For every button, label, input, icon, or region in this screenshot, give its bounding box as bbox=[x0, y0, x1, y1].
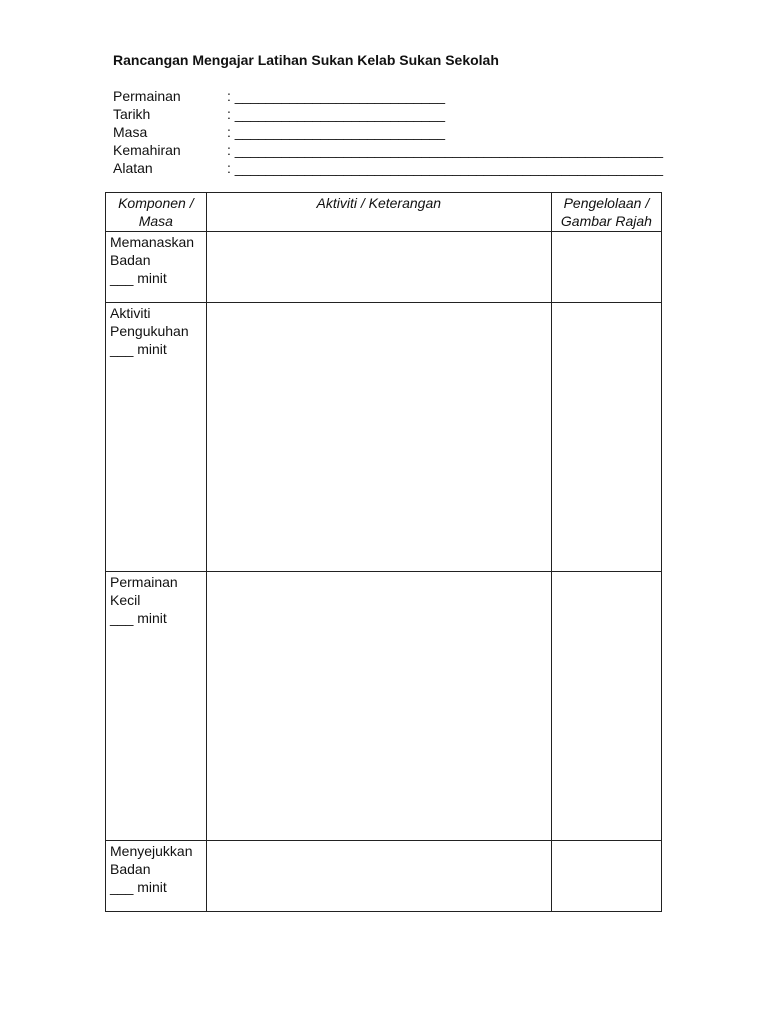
diagram-cell[interactable] bbox=[551, 841, 661, 912]
table-row bbox=[106, 572, 662, 841]
field-masa bbox=[113, 123, 663, 141]
lesson-plan-table bbox=[105, 192, 662, 912]
header-line: Masa bbox=[138, 213, 173, 229]
field-label: Kemahiran bbox=[113, 142, 181, 158]
component-name: Badan bbox=[110, 252, 151, 268]
component-name: Aktiviti bbox=[110, 305, 151, 321]
table-row bbox=[106, 841, 662, 912]
field-blank[interactable]: : ___________________________ bbox=[227, 88, 446, 104]
table-row bbox=[106, 303, 662, 572]
activity-cell[interactable] bbox=[206, 841, 551, 912]
activity-cell[interactable] bbox=[206, 572, 551, 841]
field-tarikh bbox=[113, 105, 663, 123]
field-label: Tarikh bbox=[113, 106, 151, 122]
header-aktiviti-keterangan bbox=[206, 193, 551, 232]
table-header-row bbox=[106, 193, 662, 232]
component-duration[interactable]: ___ minit bbox=[110, 270, 167, 286]
component-duration[interactable]: ___ minit bbox=[110, 341, 167, 357]
component-name: Pengukuhan bbox=[110, 323, 189, 339]
field-label: Permainan bbox=[113, 88, 181, 104]
header-fields bbox=[113, 87, 663, 177]
field-alatan bbox=[113, 159, 663, 177]
page-title: Rancangan Mengajar Latihan Sukan Kelab Sukan Sekolah bbox=[113, 52, 499, 68]
component-name: Permainan bbox=[110, 574, 178, 590]
field-kemahiran bbox=[113, 141, 663, 159]
component-name: Kecil bbox=[110, 592, 141, 608]
field-blank[interactable]: : _______________________________________________________ bbox=[227, 142, 664, 158]
field-blank[interactable]: : ___________________________ bbox=[227, 106, 446, 122]
component-cell bbox=[106, 303, 207, 572]
table-row bbox=[106, 232, 662, 303]
field-blank[interactable]: : _______________________________________________________ bbox=[227, 160, 664, 176]
activity-cell[interactable] bbox=[206, 232, 551, 303]
field-permainan bbox=[113, 87, 663, 105]
header-line: Pengelolaan / bbox=[563, 195, 650, 211]
header-line: Aktiviti / Keterangan bbox=[316, 195, 442, 211]
component-cell bbox=[106, 232, 207, 303]
diagram-cell[interactable] bbox=[551, 303, 661, 572]
component-name: Memanaskan bbox=[110, 234, 195, 250]
header-line: Komponen / bbox=[118, 195, 194, 211]
header-line: Gambar Rajah bbox=[560, 213, 652, 229]
field-blank[interactable]: : ___________________________ bbox=[227, 124, 446, 140]
header-pengelolaan bbox=[551, 193, 661, 232]
diagram-cell[interactable] bbox=[551, 232, 661, 303]
activity-cell[interactable] bbox=[206, 303, 551, 572]
header-komponen-masa bbox=[106, 193, 207, 232]
component-name: Badan bbox=[110, 861, 151, 877]
component-duration[interactable]: ___ minit bbox=[110, 610, 167, 626]
component-cell bbox=[106, 572, 207, 841]
component-cell bbox=[106, 841, 207, 912]
diagram-cell[interactable] bbox=[551, 572, 661, 841]
component-duration[interactable]: ___ minit bbox=[110, 879, 167, 895]
field-label: Masa bbox=[113, 124, 148, 140]
field-label: Alatan bbox=[113, 160, 153, 176]
component-name: Menyejukkan bbox=[110, 843, 193, 859]
